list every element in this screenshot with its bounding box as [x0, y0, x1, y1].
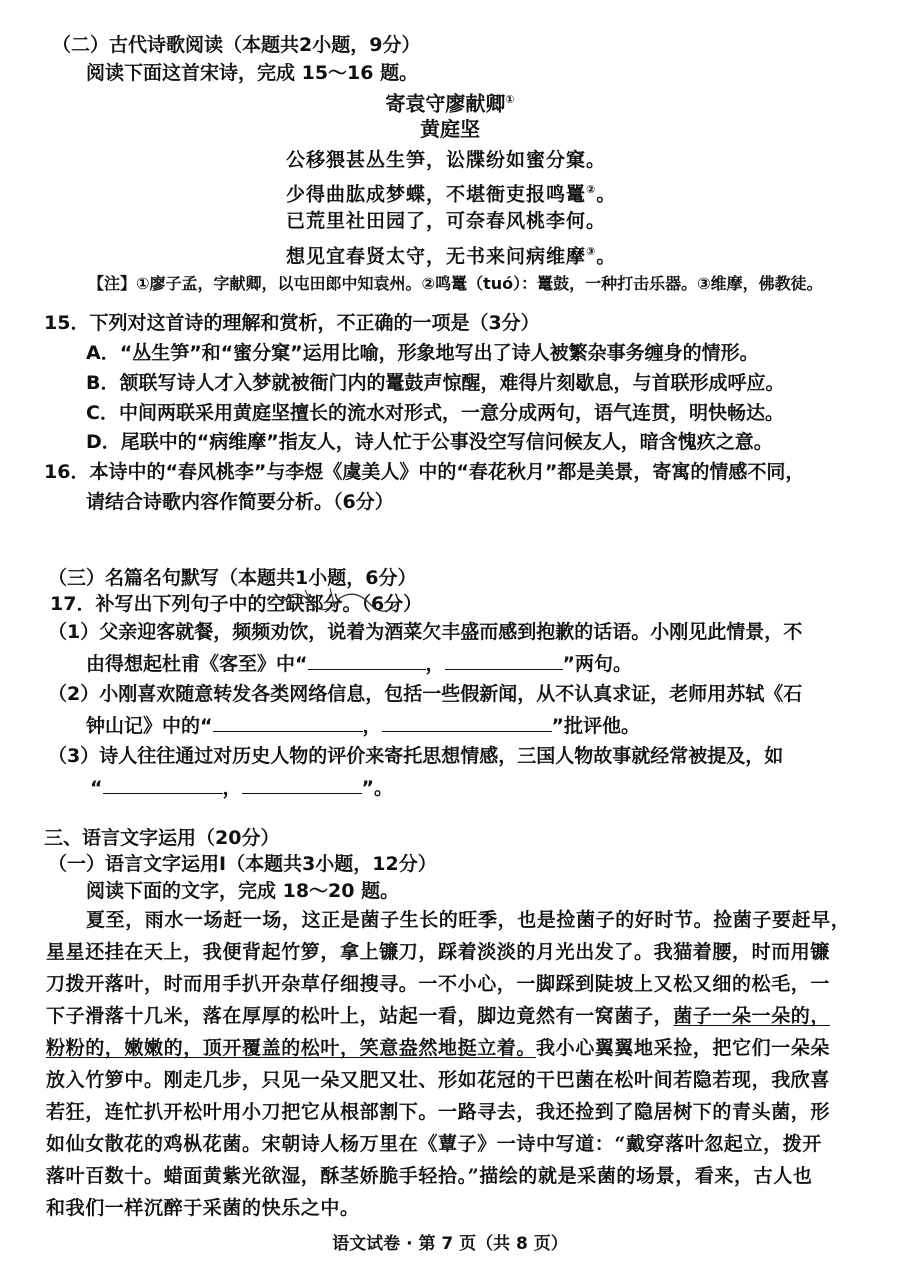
poem-title	[0, 88, 900, 116]
poem-line-4: 想见宜春贤太守，无书来问病维摩③。	[286, 245, 617, 268]
poetry-instruction: 阅读下面这首宋诗，完成 15～16 题。	[86, 62, 419, 84]
question-15-option-b: B．颔联写诗人才入梦就被衙门内的鼍鼓声惊醒，难得片刻歇息，与首联形成呼应。	[86, 372, 785, 394]
question-17-item-3-line-2: “ ， ”。	[90, 777, 394, 799]
answer-blank-1[interactable]	[308, 651, 426, 670]
question-16-line-2: 请结合诗歌内容作简要分析。（6分）	[86, 491, 394, 513]
poem-title-text: 寄袁守廖献卿	[385, 91, 506, 116]
passage-line-9: 落叶百数十。蜡面黄紫光欲湿，酥茎娇脆手轻拾。”描绘的就是采菌的场景，看来，古人也	[46, 1165, 813, 1187]
question-16-line-1: 16．本诗中的“春风桃李”与李煜《虞美人》中的“春花秋月”都是美景，寄寓的情感不同，	[44, 461, 805, 483]
answer-blank-6[interactable]	[242, 775, 362, 794]
question-17-item-1-line-2: 由得想起杜甫《客至》中“ ， ”两句。	[86, 653, 633, 675]
passage-line-5: 粉粉的，嫩嫩的，顶开覆盖的松叶，笑意盎然地挺立着。我小心翼翼地采捡，把它们一朵朵	[46, 1037, 831, 1059]
passage-line-7: 若狂，连忙扒开松叶用小刀把它从根部割下。一路寻去，我还捡到了隐居树下的青头菌，形	[46, 1101, 831, 1123]
passage-line-3: 刀拨开落叶，时而用手扒开杂草仔细搜寻。一不小心，一脚踩到陡坡上又松又细的松毛，一	[46, 973, 831, 995]
subsection-heading-language-use-1: （一）语言文字运用Ⅰ（本题共3小题，12分）	[48, 853, 437, 875]
question-17-item-2-line-2: 钟山记》中的“ ， ”批评他。	[86, 715, 641, 737]
answer-blank-2[interactable]	[445, 651, 563, 670]
answer-blank-4[interactable]	[382, 713, 552, 732]
answer-blank-5[interactable]	[103, 775, 223, 794]
question-15-option-d: D．尾联中的“病维摩”指友人，诗人忙于公事没空写信问候友人，暗含愧疚之意。	[86, 431, 773, 453]
question-17-item-2-line-1: （2）小刚喜欢随意转发各类网络信息，包括一些假新闻，从不认真求证，老师用苏轼《石	[48, 683, 803, 705]
poem-footnote: 【注】①廖子孟，字献卿，以屯田郎中知袁州。②鸣鼍（tuó）：鼍鼓，一种打击乐器。③维摩，佛教徒。	[88, 274, 823, 293]
passage-line-10: 和我们一样沉醉于采菌的快乐之中。	[46, 1197, 360, 1219]
section-heading-poetry: （二）古代诗歌阅读（本题共2小题，9分）	[52, 34, 421, 56]
underlined-sentence-part-2: 粉粉的，嫩嫩的，顶开覆盖的松叶，笑意盎然地挺立着。	[46, 1037, 537, 1059]
poem-line-1: 公移猥甚丛生笋，讼牒纷如蜜分窠。	[286, 149, 607, 171]
passage-line-1: 夏至，雨水一场赶一场，这正是菌子生长的旺季，也是捡菌子的好时节。捡菌子要赶早，	[86, 909, 851, 931]
question-15-option-c: C．中间两联采用黄庭坚擅长的流水对形式，一意分成两句，语气连贯，明快畅达。	[86, 402, 784, 424]
section-heading-dictation: （三）名篇名句默写（本题共1小题，6分）	[48, 567, 417, 589]
passage-line-8: 如仙女散花的鸡枞花菌。宋朝诗人杨万里在《蕈子》一诗中写道：“戴穿落叶忽起立，拨开	[46, 1133, 822, 1155]
page-footer: 语文试卷 · 第 7 页（共 8 页）	[332, 1234, 568, 1254]
language-use-instruction: 阅读下面的文字，完成 18～20 题。	[86, 880, 400, 902]
question-17-stem: 17．补写出下列句子中的空缺部分。（6分）	[50, 593, 423, 615]
passage-line-6: 放入竹箩中。刚走几步，只见一朵又肥又壮、形如花冠的干巴菌在松叶间若隐若现，我欣喜	[46, 1069, 831, 1091]
handwritten-scribble	[275, 580, 405, 620]
passage-line-2: 星星还挂在天上，我便背起竹箩，拿上镰刀，踩着淡淡的月光出发了。我猫着腰，时而用镰	[46, 941, 831, 963]
answer-blank-3[interactable]	[213, 713, 363, 732]
question-15-option-a: A．“丛生笋”和“蜜分窠”运用比喻，形象地写出了诗人被繁杂事务缠身的情形。	[86, 342, 759, 364]
poem-author: 黄庭坚	[420, 117, 480, 141]
question-17-item-3-line-1: （3）诗人往往通过对历史人物的评价来寄托思想情感，三国人物故事就经常被提及，如	[48, 745, 784, 767]
passage-line-4: 下子滑落十几米，落在厚厚的松叶上，站起一看，脚边竟然有一窝菌子，菌子一朵一朵的，	[46, 1005, 831, 1027]
poem-title-footnote-mark: ①	[505, 93, 515, 106]
poem-line-2: 少得曲肱成梦蝶，不堪衙吏报鸣鼍②。	[286, 183, 617, 206]
part-heading-language-use: 三、语言文字运用（20分）	[44, 827, 280, 849]
question-17-item-1-line-1: （1）父亲迎客就餐，频频劝饮，说着为酒菜欠丰盛而感到抱歉的话语。小刚见此情景，不	[48, 621, 803, 643]
underlined-sentence-part-1: 菌子一朵一朵的，	[673, 1005, 831, 1027]
poem-line-3: 已荒里社田园了，可奈春风桃李何。	[286, 210, 607, 232]
question-15-stem: 15．下列对这首诗的理解和赏析，不正确的一项是（3分）	[44, 312, 540, 334]
